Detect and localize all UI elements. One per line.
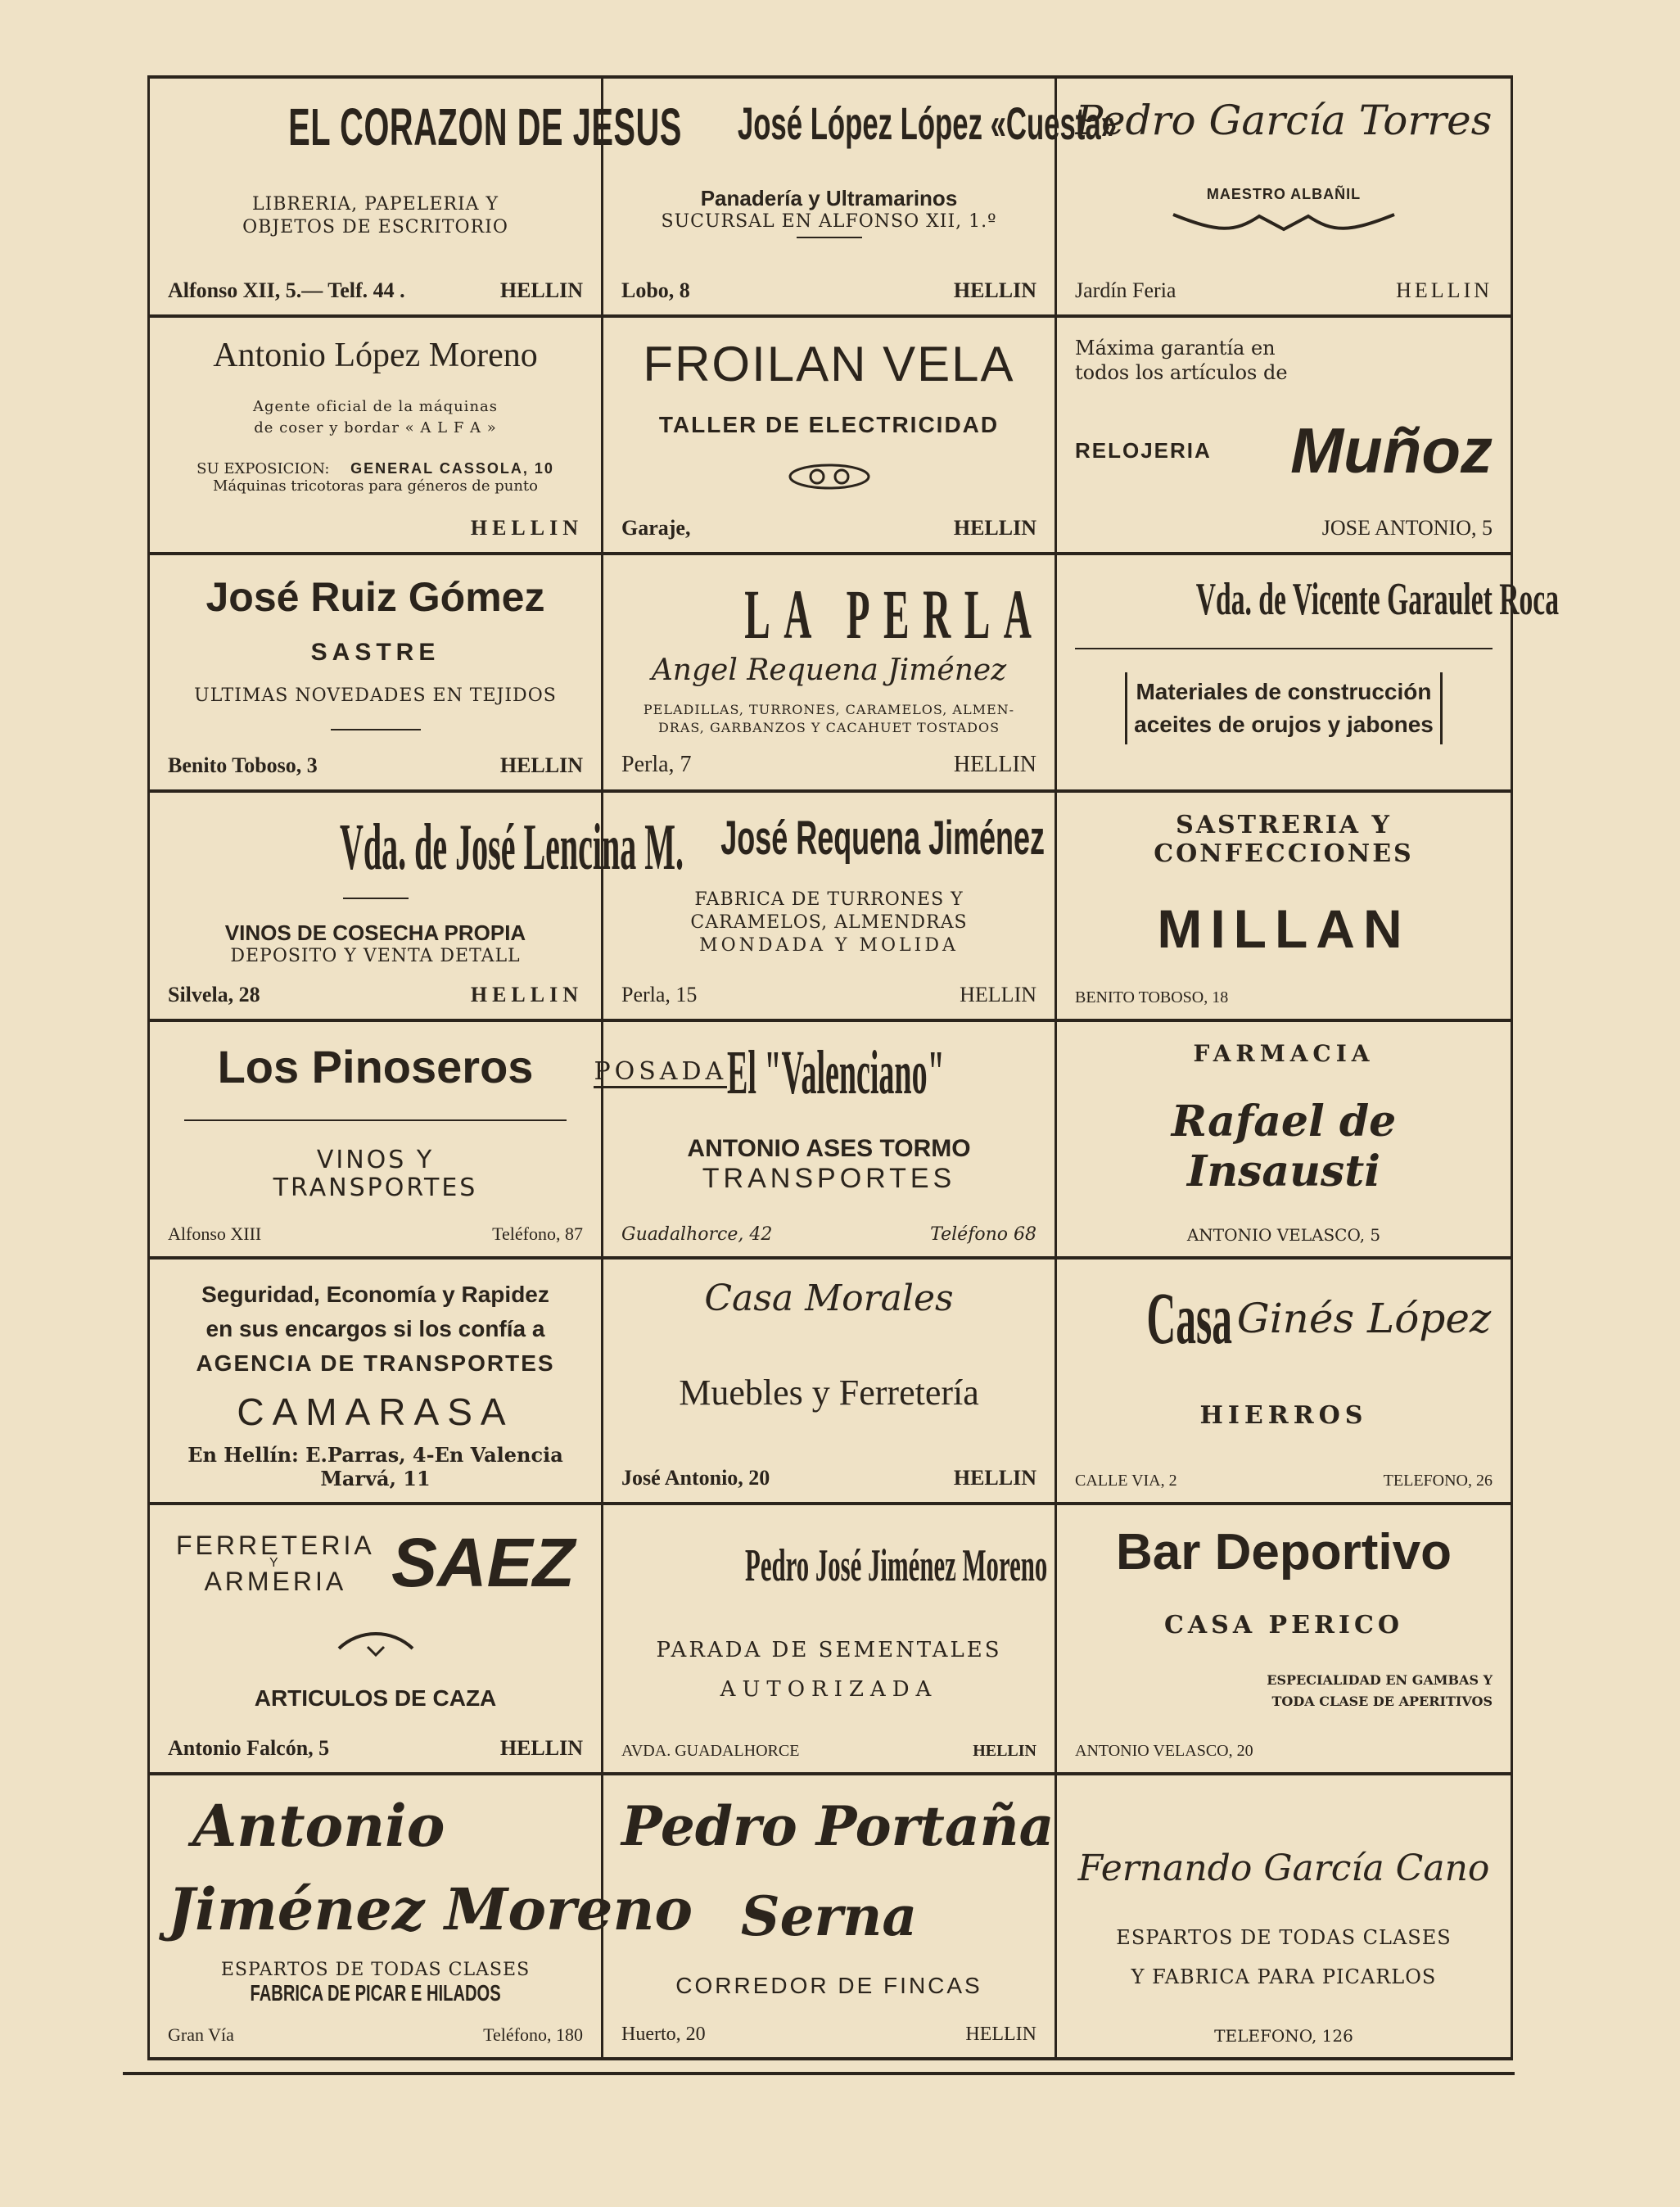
ad-city: HELLIN (953, 515, 1036, 540)
ad-address: Perla, 7 (621, 751, 692, 777)
ad-line: CORREDOR DE FINCAS (675, 1973, 982, 1999)
ad-casa-morales (603, 1260, 1057, 1505)
ad-address: Benito Toboso, 3 (168, 753, 318, 777)
ad-line: ULTIMAS NOVEDADES EN TEJIDOS (194, 685, 557, 706)
ad-line: VINOS DE COSECHA PROPIA (224, 920, 526, 945)
ad-city: HELLIN (953, 1466, 1036, 1490)
ad-phone: Teléfono, 180 (483, 2024, 583, 2045)
page-bottom-rule (123, 2072, 1515, 2075)
ad-title: Fernando García Cano (1077, 1847, 1490, 1889)
ad-city: HELLIN (965, 2023, 1036, 2045)
ad-line: FERRETERIA (176, 1530, 375, 1560)
ad-line: CONFECCIONES (1154, 839, 1414, 868)
ad-lopez-moreno (150, 318, 603, 555)
ad-line: ANTONIO ASES TORMO (687, 1135, 971, 1162)
ad-label: POSADA (594, 1057, 727, 1088)
ad-title: MILLAN (1157, 898, 1411, 959)
ad-line: SASTRE (310, 639, 440, 667)
ad-posada-valenciano (594, 1022, 1057, 1260)
ad-address: Alfonso XIII (168, 1223, 262, 1244)
ad-city: HELLIN (960, 983, 1036, 1006)
ad-title: Pedro Portaña (621, 1794, 1055, 1858)
ad-line: TRANSPORTES (702, 1163, 956, 1194)
ad-line: Y FABRICA PARA PICARLOS (1131, 1965, 1437, 1989)
ad-city: HELLIN (470, 516, 583, 540)
ad-line: AGENCIA DE TRANSPORTES (196, 1350, 555, 1376)
ad-phone: Teléfono, 87 (492, 1223, 583, 1244)
ad-line: de coser y bordar « A L F A » (254, 419, 497, 436)
ad-address: AVDA. GUADALHORCE (621, 1742, 800, 1760)
ad-line: ESPECIALIDAD EN GAMBAS Y (1267, 1671, 1493, 1688)
ad-ruiz-gomez (150, 555, 603, 793)
ad-title: Vda. de José Lencina M. (340, 812, 684, 884)
ad-title: EL CORAZON DE JESUS (288, 97, 682, 156)
ad-phone: TELEFONO, 126 (1214, 2025, 1353, 2046)
ad-line: PARADA DE SEMENTALES (656, 1637, 1002, 1662)
ad-line: todos los artículos de (1075, 361, 1288, 384)
ad-address: Alfonso XII, 5.— Telf. 44 . (168, 278, 405, 302)
ad-title: Casa Morales (704, 1278, 954, 1319)
ad-farmacia-insausti (1057, 1022, 1511, 1260)
ad-label: SU EXPOSICION: (196, 460, 330, 477)
ad-city: HELLIN (499, 1735, 583, 1760)
ad-title: Pedro García Torres (1075, 97, 1493, 144)
ornament-icon (784, 462, 874, 491)
ad-city: HELLIN (499, 753, 583, 777)
ad-line: CARAMELOS, ALMENDRAS (690, 912, 968, 933)
ad-line: Agente oficial de la máquinas (252, 398, 499, 415)
ad-title: José Requena Jiménez (720, 812, 1045, 865)
ad-title: LA PERLA (744, 575, 1045, 654)
ad-line: DEPOSITO Y VENTA DETALL (230, 946, 521, 966)
ad-address: En Hellín: E.Parras, 4-En Valencia Marvá, 11 (187, 1443, 563, 1490)
ad-title: Ginés López (1236, 1295, 1492, 1342)
ad-requena-jimenez (603, 793, 1057, 1022)
ad-gines-lopez (1057, 1260, 1511, 1505)
ad-la-perla (603, 555, 1057, 793)
ad-line: PELADILLAS, TURRONES, CARAMELOS, ALMEN- (643, 702, 1015, 718)
ad-address: BENITO TOBOSO, 18 (1075, 988, 1229, 1006)
ad-title: José Ruiz Gómez (205, 574, 545, 620)
ad-title: Jiménez Moreno (168, 1875, 693, 1943)
ad-address: Guadalhorce, 42 (621, 1224, 773, 1245)
ad-line: Máxima garantía en (1075, 337, 1276, 360)
divider (1075, 648, 1493, 649)
ad-line: SASTRERIA Y (1176, 811, 1392, 839)
ad-line: DRAS, GARBANZOS Y CACAHUET TOSTADOS (657, 720, 1000, 736)
ad-address: Garaje, (621, 515, 691, 540)
ad-title: El "Valenciano" (727, 1038, 945, 1107)
ad-title: Muñoz (1290, 414, 1493, 486)
ad-city: HELLIN (953, 751, 1036, 777)
ad-line: ARTICULOS DE CAZA (254, 1685, 497, 1712)
ad-phone: Teléfono 68 (930, 1224, 1036, 1245)
ad-line: Materiales de construcción (1136, 678, 1432, 704)
ad-city: HELLIN (973, 1742, 1036, 1760)
ad-title: Los Pinoseros (217, 1041, 534, 1092)
ad-line: FABRICA DE TURRONES Y (694, 889, 964, 910)
ad-title: José López López «Cuesta» (737, 97, 1117, 149)
ad-title: Bar Deportivo (1116, 1524, 1452, 1581)
ad-address: ANTONIO VELASCO, 20 (1075, 1741, 1253, 1760)
ad-pedro-jimenez-moreno (603, 1505, 1057, 1775)
ad-address: Lobo, 8 (621, 278, 690, 302)
ad-line: VINOS Y (316, 1146, 435, 1175)
ad-garaulet (1057, 555, 1560, 793)
flourish-icon (335, 1632, 417, 1657)
ad-title: Rafael de Insausti (1171, 1096, 1397, 1196)
divider (797, 237, 862, 238)
ad-line: Y (269, 1555, 282, 1570)
ad-city: HELLIN (499, 278, 583, 302)
ad-line: AUTORIZADA (720, 1676, 938, 1702)
ad-title: Vda. de Vicente Garaulet Roca (1195, 574, 1560, 625)
ad-city: HELLIN (953, 278, 1036, 302)
ad-address: Silvela, 28 (168, 983, 260, 1006)
ad-title: Pedro José Jiménez Moreno (745, 1540, 1048, 1591)
ad-line: LIBRERIA, PAPELERIA Y (251, 194, 499, 215)
ad-title: Casa (1146, 1278, 1232, 1359)
ad-address: José Antonio, 20 (621, 1466, 770, 1490)
divider (184, 1119, 566, 1121)
ad-address: ANTONIO VELASCO, 5 (1186, 1225, 1381, 1245)
ad-address: GENERAL CASSOLA, 10 (350, 460, 554, 477)
ad-lopez-cuesta (603, 79, 1117, 318)
ad-address: Antonio Falcón, 5 (168, 1735, 330, 1760)
ad-address: Perla, 15 (621, 983, 698, 1006)
ad-line: ESPARTOS DE TODAS CLASES (220, 1960, 531, 1981)
ad-address: CALLE VIA, 2 (1075, 1472, 1177, 1490)
ad-line: MAESTRO ALBAÑIL (1206, 185, 1362, 202)
ad-line: SUCURSAL EN ALFONSO XII, 1.º (661, 211, 997, 232)
ad-line: ARMERIA (204, 1566, 347, 1596)
flourish-icon (1169, 208, 1398, 233)
ad-garcia-cano (1057, 1775, 1511, 2060)
divider (343, 898, 409, 899)
ad-line: Panadería y Ultramarinos (700, 186, 958, 210)
ad-line: TODA CLASE DE APERITIVOS (1271, 1693, 1493, 1709)
ad-relojeria-munoz (1057, 318, 1511, 555)
ad-title: Antonio (192, 1792, 445, 1860)
ad-line: Muebles y Ferretería (679, 1373, 979, 1413)
ad-line: en sus encargos si los confía a (205, 1316, 545, 1341)
ad-address: Gran Vía (168, 2024, 234, 2045)
ad-title: FROILAN VELA (643, 337, 1015, 391)
ad-froilan-vela (603, 318, 1057, 555)
ad-address: Huerto, 20 (621, 2023, 706, 2045)
ad-line: aceites de orujos y jabones (1134, 711, 1434, 737)
ad-los-pinoseros (150, 1022, 603, 1260)
ad-phone: TELEFONO, 26 (1383, 1472, 1493, 1490)
ad-title: CAMARASA (237, 1391, 514, 1433)
ad-line: HIERROS (1199, 1401, 1368, 1430)
divider (331, 729, 421, 730)
ad-line: TRANSPORTES (273, 1174, 478, 1203)
ad-label: RELOJERIA (1075, 437, 1212, 463)
ad-title: Antonio López Moreno (213, 337, 538, 374)
ad-line: FARMACIA (1193, 1040, 1375, 1067)
ad-address: Jardín Feria (1075, 278, 1176, 302)
ad-saez (150, 1505, 603, 1775)
ad-address: JOSE ANTONIO, 5 (1321, 516, 1493, 540)
ad-title: SAEZ (391, 1524, 575, 1601)
ad-line: ESPARTOS DE TODAS CLASES (1116, 1926, 1452, 1950)
ad-bar-deportivo (1057, 1505, 1511, 1775)
ad-garcia-torres (1057, 79, 1511, 318)
ad-line: Seguridad, Economía y Rapidez (201, 1282, 549, 1307)
ad-city: HELLIN (1396, 278, 1493, 302)
ad-camarasa (150, 1260, 603, 1505)
ad-line: Máquinas tricotoras para géneros de punto (212, 477, 538, 495)
ad-sastreria-millan (1057, 793, 1511, 1022)
ad-line: FABRICA DE PICAR E HILADOS (250, 1980, 501, 2006)
ad-pedro-portana (603, 1775, 1057, 2060)
ad-line: OBJETOS DE ESCRITORIO (242, 217, 508, 237)
ad-line: MONDADA Y MOLIDA (699, 935, 959, 956)
ad-city: HELLIN (470, 983, 583, 1006)
ad-line: Angel Requena Jiménez (651, 653, 1007, 687)
ad-line: TALLER DE ELECTRICIDAD (658, 411, 1000, 437)
ad-title: Serna (740, 1884, 918, 1948)
ad-grid (147, 75, 1560, 2060)
ad-line: CASA PERICO (1164, 1611, 1403, 1640)
